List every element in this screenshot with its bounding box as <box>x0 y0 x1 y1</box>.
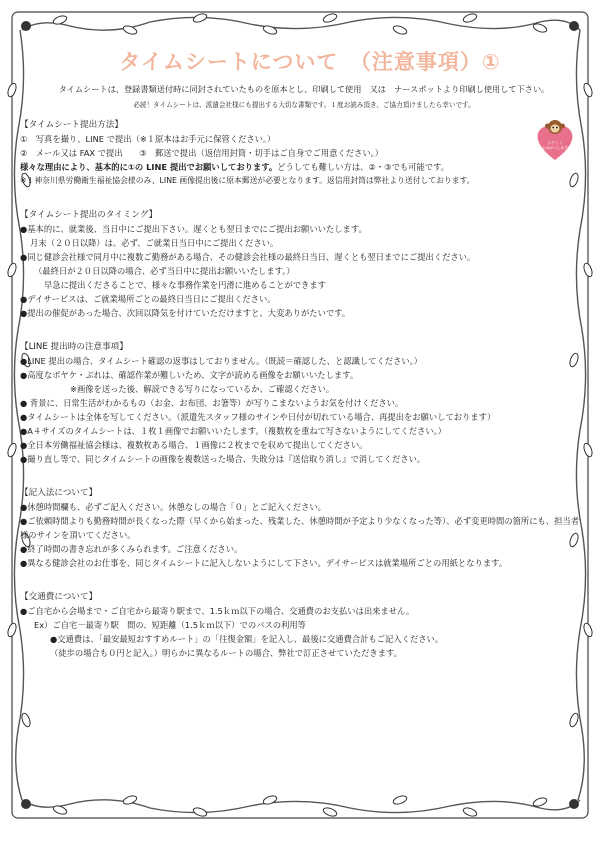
list-item: ●終了時間の書き忘れが多くみられます。ご注意ください。 <box>20 544 243 554</box>
list-item: ● 背景に、日常生活がわかるもの（お金、お布団、お箸等）が写りこまないようお気を付けください。 <box>20 398 404 408</box>
text-span: どうしても難しい方は、②・③でも可能です。 <box>277 162 450 172</box>
list-item: （徒歩の場合も０円と記入。）明らかに異なるルートの場合、弊社で訂正させていただきます。 <box>50 648 402 658</box>
section-timing <box>20 208 580 320</box>
section-how-to-fill <box>20 486 580 570</box>
list-item: ●休憩時間欄も、必ずご記入ください。休憩なしの場合「０」とご記入ください。 <box>20 502 326 512</box>
list-item: ●ご依頼時間よりも勤務時間が長くなった際（早くから始まった、残業した、休憩時間が予定より少なくなった等）、必ず変更時間の箇所にも、担当者様のサインを頂いてください。 <box>20 516 579 540</box>
list-item: ●撮り直し等で、同じタイムシートの画像を複数送った場合、失敗分は『送信取り消し』で消してください。 <box>20 454 426 464</box>
list-item: ●A４サイズのタイムシートは、１枚１画像でお願いいたします。（複数枚を重ねて写さないようにしてください。） <box>20 426 447 436</box>
list-item: ●ご自宅から会場まで・ご自宅から最寄り駅まで、1.5ｋｍ以下の場合、交通費のお支払いは出来ません。 <box>20 606 415 616</box>
svg-text:よろしく: よろしく <box>547 140 563 145</box>
list-item: Ex）ご自宅－最寄り駅 間の、短距離（1.5ｋｍ以下）でのバスの利用等 <box>34 620 306 630</box>
list-item: （最終日が２０日以降の場合、必ず当日中に提出お願いいたします。） <box>34 266 295 276</box>
list-item: ●提出の催促があった場合、次回以降気を付けていただけますと、大変ありがたいです。 <box>20 308 351 318</box>
text-line: ※１神奈川県労働衛生福祉協会様のみ、LINE 画像提出後に原本郵送が必要となります。返信用封筒は弊社より送付しております。 <box>20 176 475 185</box>
list-item: ●交通費は、「最安最短おすすめルート」の「往復金額」を記入し、最後に交通費合計もご記入ください。 <box>50 634 444 644</box>
document-body <box>20 118 580 660</box>
list-item: 月末（２０日以降）は、必ず、ご就業日当日中にご提出ください。 <box>30 238 279 248</box>
section-heading: 【交通費について】 <box>20 592 98 602</box>
list-item: ※画像を送った後、解読できる写りになっているか、ご確認ください。 <box>70 384 335 394</box>
section-line-notes <box>20 340 580 466</box>
list-item: ●基本的に、就業後、当日中にご提出下さい。遅くとも翌日までにご提出お願いいたします。 <box>20 224 367 234</box>
list-item: ●全日本労働福祉協会様は、複数枚ある場合、１画像に２枚までを収めて提出してください。 <box>20 440 368 450</box>
list-item: ●異なる健診会社のお仕事を、同じタイムシートに記入しないようにして下さい。デイサービスは就業場所ごとの用紙となります。 <box>20 558 508 568</box>
section-heading: 【タイムシート提出方法】 <box>20 120 123 130</box>
page-title: タイムシートについて （注意事項）① <box>119 50 501 74</box>
svg-text:おねがいします: おねがいします <box>542 146 568 150</box>
list-item: ●デイサービスは、ご就業場所ごとの最終日当日にご提出ください。 <box>20 294 276 304</box>
list-item: ●同じ健診会社様で同月中に複数ご勤務がある場合、その健診会社様の最終日当日、遅くとも翌日までにご提出ください。 <box>20 252 476 262</box>
section-heading: 【記入法について】 <box>20 488 98 498</box>
section-submit-method <box>20 118 580 188</box>
list-item: ●タイムシートは全体を写してください。（派遣先スタッフ様のサインや日付が切れている場合、再提出をお願いしております） <box>20 412 496 422</box>
text-line: ① 写真を撮り、LINE で提出（※１原本はお手元に保管ください。） <box>20 134 276 144</box>
list-item: ●高度なボヤケ・ぶれは、確認作業が難しいため、文字が読める画像をお願いいたします。 <box>20 370 359 380</box>
intro-text: タイムシートは、登録書類送付時に同封されていたものを原本とし、印刷して使用 又は ナースポットより印刷し使用して下さい。 <box>58 84 550 94</box>
intro-notice: 必読！タイムシートは、派遣会社様にも提出する大切な書類です。１度お読み頂き、ご協力頂けましたら幸いです。 <box>133 101 475 109</box>
list-item: 早急に提出くださることで、様々な事務作業を円滑に進めることができます <box>44 280 326 290</box>
section-heading: 【タイムシート提出のタイミング】 <box>20 210 158 220</box>
list-item: ●LINE 提出の場合、タイムシート確認の返事はしておりません。（既読＝確認した、と認識してください。） <box>20 356 423 366</box>
text-line: ② メール又は FAX で提出 ③ 郵送で提出（返信用封筒・切手はご自身でご用意ください。） <box>20 148 384 158</box>
emphasis-text: 様々な理由により、基本的に①の LINE 提出でお願いしております。 <box>20 162 278 172</box>
section-heading: 【LINE 提出時の注意事項】 <box>20 342 128 352</box>
section-transport <box>20 590 580 660</box>
text-line <box>20 160 580 174</box>
